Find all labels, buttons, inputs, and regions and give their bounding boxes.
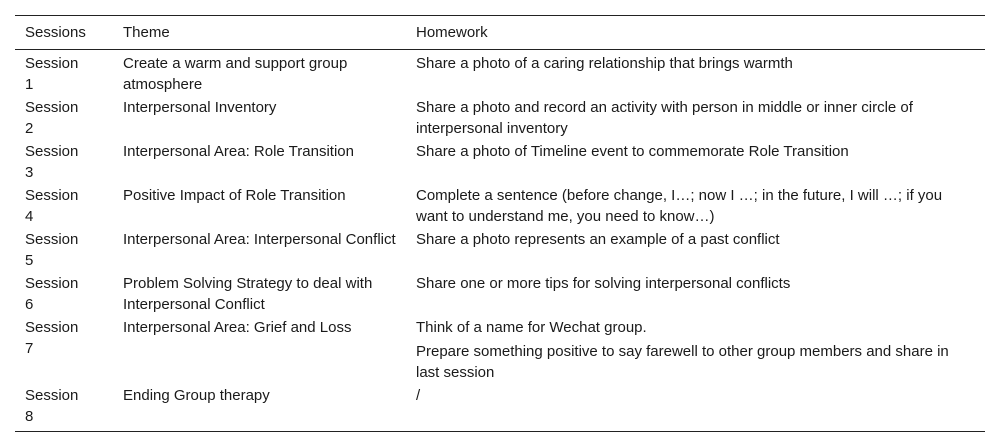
table-row [15,384,985,432]
table-body [15,50,985,432]
theme-cell: Interpersonal Area: Grief and Loss [123,319,352,336]
homework-text: Complete a sentence (before change, I…; now I …; in the future, I will …; if you want to understand me, you need to know…) [416,187,943,225]
theme-cell: Positive Impact of Role Transition [123,187,346,204]
session-label: Session [25,319,79,336]
homework-cell [406,184,985,228]
header-homework: Homework [416,24,488,41]
homework-cell [406,272,985,316]
session-label: Session [25,387,79,404]
session-label: Session [25,231,79,248]
homework-text: Prepare something positive to say farewell to other group members and share in last session [416,343,949,381]
table-row [15,184,985,228]
theme-cell: Interpersonal Area: Interpersonal Conflict [123,231,396,248]
session-number: 2 [25,120,34,137]
session-label: Session [25,99,79,116]
sessions-table [15,15,985,432]
homework-text: Share a photo of Timeline event to commemorate Role Transition [416,143,849,160]
homework-cell [406,384,985,432]
session-cell [15,384,113,432]
homework-text: Share a photo and record an activity with person in middle or inner circle of interpersonal inventory [416,99,913,137]
homework-text: Think of a name for Wechat group. [416,319,647,336]
session-number: 6 [25,296,34,313]
table-header-row [15,16,985,50]
session-cell [15,96,113,140]
homework-cell [406,140,985,184]
session-cell [15,140,113,184]
session-number: 5 [25,252,34,269]
session-number: 1 [25,76,34,93]
homework-text: / [416,387,421,404]
homework-cell [406,228,985,272]
table-row [15,50,985,97]
homework-text: Share one or more tips for solving interpersonal conflicts [416,275,791,292]
header-sessions: Sessions [25,24,86,41]
session-cell [15,316,113,384]
table-row [15,316,985,384]
theme-cell: Create a warm and support group atmosphere [123,55,348,93]
session-number: 4 [25,208,34,225]
table-row [15,96,985,140]
header-theme: Theme [123,24,170,41]
table-row [15,272,985,316]
session-number: 3 [25,164,34,181]
session-number: 7 [25,340,34,357]
homework-text: Share a photo of a caring relationship that brings warmth [416,55,793,72]
session-cell [15,50,113,97]
table-row [15,140,985,184]
session-cell [15,184,113,228]
theme-cell: Problem Solving Strategy to deal with Interpersonal Conflict [123,275,373,313]
theme-cell: Ending Group therapy [123,387,270,404]
session-cell [15,228,113,272]
session-label: Session [25,187,79,204]
theme-cell: Interpersonal Inventory [123,99,277,116]
session-cell [15,272,113,316]
session-label: Session [25,143,79,160]
table-row [15,228,985,272]
homework-cell [406,96,985,140]
homework-cell [406,316,985,384]
theme-cell: Interpersonal Area: Role Transition [123,143,354,160]
homework-text: Share a photo represents an example of a past conflict [416,231,780,248]
session-label: Session [25,275,79,292]
homework-cell [406,50,985,97]
session-number: 8 [25,408,34,425]
session-label: Session [25,55,79,72]
